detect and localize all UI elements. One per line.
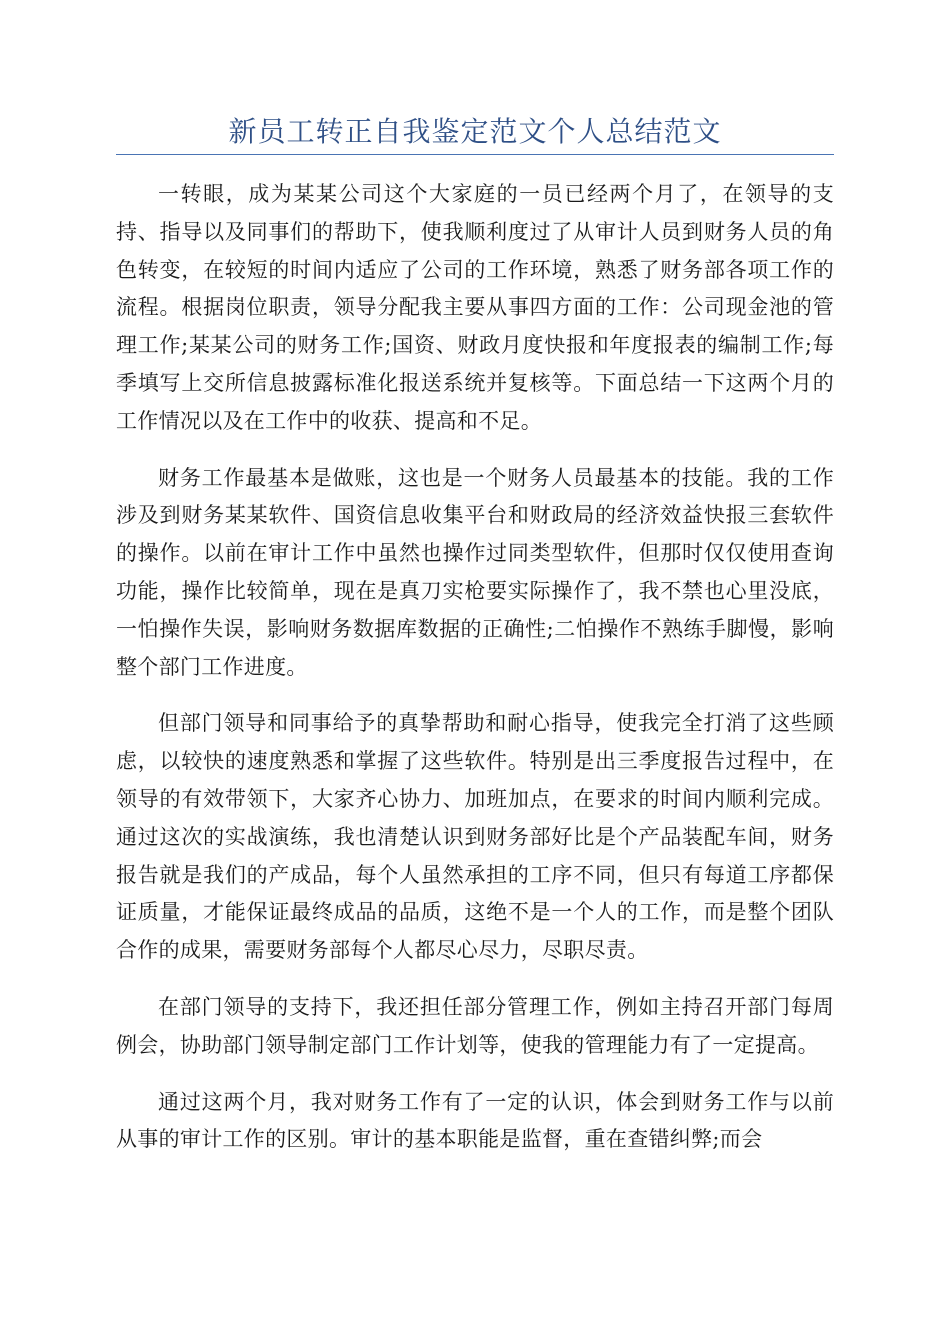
paragraph-4: 在部门领导的支持下，我还担任部分管理工作，例如主持召开部门每周例会，协助部门领导制定部门工作计划等，使我的管理能力有了一定提高。 [116,994,834,1057]
paragraph-3: 但部门领导和同事给予的真挚帮助和耐心指导，使我完全打消了这些顾虑，以较快的速度熟悉和掌握了这些软件。特别是出三季度报告过程中，在领导的有效带领下，大家齐心协力、加班加点，在要求的时间内顺利完成。通过这次的实战演练，我也清楚认识到财务部好比是个产品装配车间，财务报告就是我们的产成品，每个人虽然承担的工序不同，但只有每道工序都保证质量，才能保证最终成品的品质，这绝不是一个人的工作，而是整个团队合作的成果，需要财务部每个人都尽心尽力，尽职尽责。 [116,711,834,963]
document-title: 新员工转正自我鉴定范文个人总结范文 [228,115,722,148]
paragraph-2: 财务工作最基本是做账，这也是一个财务人员最基本的技能。我的工作涉及到财务某某软件、国资信息收集平台和财政局的经济效益快报三套软件的操作。以前在审计工作中虽然也操作过同类型软件，但那时仅仅使用查询功能，操作比较简单，现在是真刀实枪要实际操作了，我不禁也心里没底，一怕操作失误，影响财务数据库数据的正确性;二怕操作不熟练手脚慢，影响整个部门工作进度。 [116,465,834,679]
paragraph-5: 通过这两个月，我对财务工作有了一定的认识，体会到财务工作与以前从事的审计工作的区别。审计的基本职能是监督，重在查错纠弊;而会 [116,1089,834,1152]
document-body [116,176,834,1178]
paragraph-1: 一转眼，成为某某公司这个大家庭的一员已经两个月了，在领导的支持、指导以及同事们的帮助下，使我顺利度过了从审计人员到财务人员的角色转变，在较短的时间内适应了公司的工作环境，熟悉了财务部各项工作的流程。根据岗位职责，领导分配我主要从事四方面的工作：公司现金池的管理工作;某某公司的财务工作;国资、财政月度快报和年度报表的编制工作;每季填写上交所信息披露标准化报送系统并复核等。下面总结一下这两个月的工作情况以及在工作中的收获、提高和不足。 [116,182,834,433]
title-underline [116,154,834,155]
